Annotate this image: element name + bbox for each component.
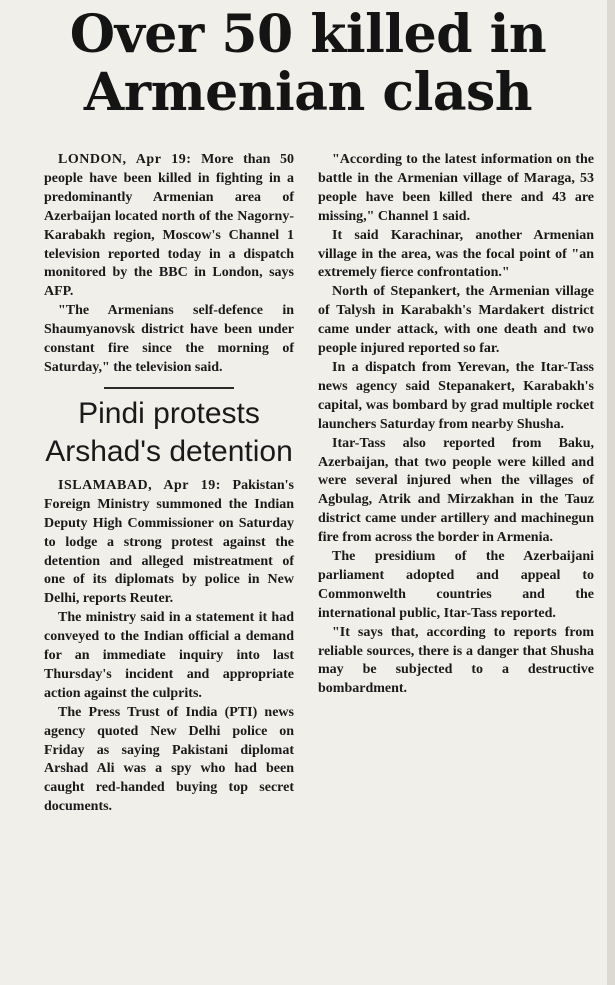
page-edge — [607, 0, 615, 985]
article1-paragraph: Itar-Tass also reported from Baku, Azerbaijan, that two people were killed and were several injured when the villages of Agbulag, Atrik and Mirzakhan in the Tauz district came under artillery and machinegun fire from across the border in Armenia. — [318, 435, 594, 546]
right-column — [318, 151, 594, 699]
left-column — [44, 151, 294, 817]
article1-paragraph: "The Armenians self-defence in Shaumyanovsk district have been under constant fire since the morning of Saturday," the television said. — [44, 303, 294, 375]
article1-paragraph: The presidium of the Azerbaijani parliament adopted and appeal to Commonwelth countries and the international public, Itar-Tass reported. — [318, 549, 594, 621]
article1-paragraph: North of Stepankert, the Armenian village of Talysh in Karabakh's Mardakert district came under attack, with one death and two people injured reported so far. — [318, 284, 594, 357]
main-headline: Over 50 killed in Armenian clash — [69, 4, 547, 123]
article2-paragraph: The ministry said in a statement it had conveyed to the Indian official a demand for an immediate inquiry into last Thursday's incident and appropriate action against the culprits. — [44, 610, 294, 701]
article1-dateline: LONDON, Apr 19: — [58, 152, 192, 167]
article2-lead-paragraph — [44, 477, 294, 609]
article1-lead-text: More than 50 people have been killed in fighting in a predominantly Armenian area of Azerbaijan located north of the Nagorny-Karabakh region, Moscow's Channel 1 television reported today in a dispatch monitored by the BBC in London, says AFP. — [44, 152, 295, 300]
section-divider — [104, 387, 234, 389]
article1-paragraph: It said Karachinar, another Armenian village in the area, was the focal point of "an extremely fierce confrontation." — [318, 227, 594, 281]
article2-paragraph: The Press Trust of India (PTI) news agency quoted New Delhi police on Friday as saying Pakistani diplomat Arshad Ali was a spy who had been caught red-handed buying top secret documents. — [44, 704, 294, 815]
article2-dateline: ISLAMABAD, Apr 19: — [58, 477, 221, 493]
article1-paragraph: In a dispatch from Yerevan, the Itar-Tass news agency said Stepanakert, Karabakh's capital, was bombard by grad multiple rocket launchers Saturday from nearby Shusha. — [318, 359, 594, 432]
article1-paragraph: "According to the latest information on the battle in the Armenian village of Maraga, 53 people have been killed there and 43 are missing," Channel 1 said. — [318, 152, 594, 224]
article1-paragraph: "It says that, according to reports from reliable sources, there is a danger that Shusha may be subjected to a destructive bombardment. — [318, 624, 594, 697]
article1-lead-paragraph — [44, 151, 294, 302]
second-headline: Pindi protests Arshad's detention — [45, 396, 293, 468]
article2-lead-text: Pakistan's Foreign Ministry summoned the Indian Deputy High Commissioner on Saturday to lodge a strong protest against the detention and alleged mistreatment of one of its diplomats by police in New Delhi, reports Reuter. — [44, 477, 295, 607]
